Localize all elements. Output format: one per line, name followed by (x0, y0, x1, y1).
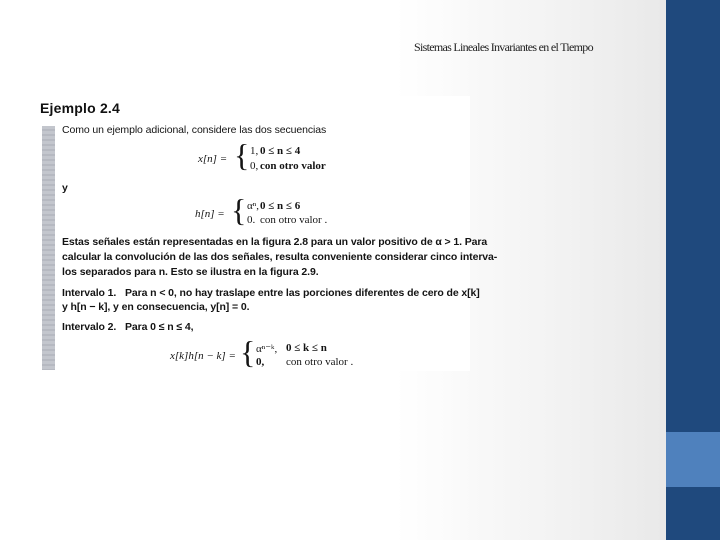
h-case2-condition: con otro valor . (260, 214, 328, 226)
x-definition-brace: { (234, 137, 250, 173)
interval2-brace: { (240, 334, 256, 370)
slide-title: Sistemas Lineales Invariantes en el Tiempo (414, 40, 593, 54)
paragraph-line-2: calcular la convolución de las dos señales, resulta conveniente considerar cinco interva- (62, 251, 498, 263)
conjunction-y: y (62, 182, 68, 194)
interval1-line2: y h[n − k], y en consecuencia, y[n] = 0. (62, 301, 250, 313)
x-case1-value: 1, (250, 145, 259, 157)
interval2-line1: Para 0 ≤ n ≤ 4, (125, 321, 194, 333)
example-scan-image (40, 96, 498, 371)
x-case1-condition: 0 ≤ n ≤ 4 (260, 145, 301, 157)
x-case2-condition: con otro valor (260, 160, 326, 172)
x-case2-value: 0, (250, 160, 259, 172)
interval2-case1-value: αⁿ⁻ᵏ, (256, 343, 278, 355)
interval2-lhs: x[k]h[n − k] = (170, 350, 236, 362)
h-definition-lhs: h[n] = (195, 208, 225, 220)
interval2-case2-condition: con otro valor . (286, 356, 354, 368)
x-definition-lhs: x[n] = (198, 153, 228, 165)
h-case1-value: αⁿ, (247, 200, 259, 212)
h-definition-brace: { (231, 192, 247, 228)
intro-text: Como un ejemplo adicional, considere las dos secuencias (62, 124, 327, 136)
interval2-label: Intervalo 2. (62, 321, 117, 333)
right-sidebar-accent (666, 432, 720, 487)
paragraph-line-3: los separados para n. Esto se ilustra en la figura 2.9. (62, 266, 319, 278)
h-case2-value: 0. (247, 214, 256, 226)
paragraph-line-1: Estas señales están representadas en la figura 2.8 para un valor positivo de α > 1. Para (62, 236, 488, 248)
example-heading: Ejemplo 2.4 (40, 100, 121, 116)
interval2-case2-value: 0, (256, 356, 265, 368)
example-margin-bar (42, 126, 55, 370)
interval1-label: Intervalo 1. (62, 287, 117, 299)
h-case1-condition: 0 ≤ n ≤ 6 (260, 200, 301, 212)
interval1-line1: Para n < 0, no hay traslape entre las porciones diferentes de cero de x[k] (125, 287, 480, 299)
interval2-case1-condition: 0 ≤ k ≤ n (286, 342, 327, 354)
